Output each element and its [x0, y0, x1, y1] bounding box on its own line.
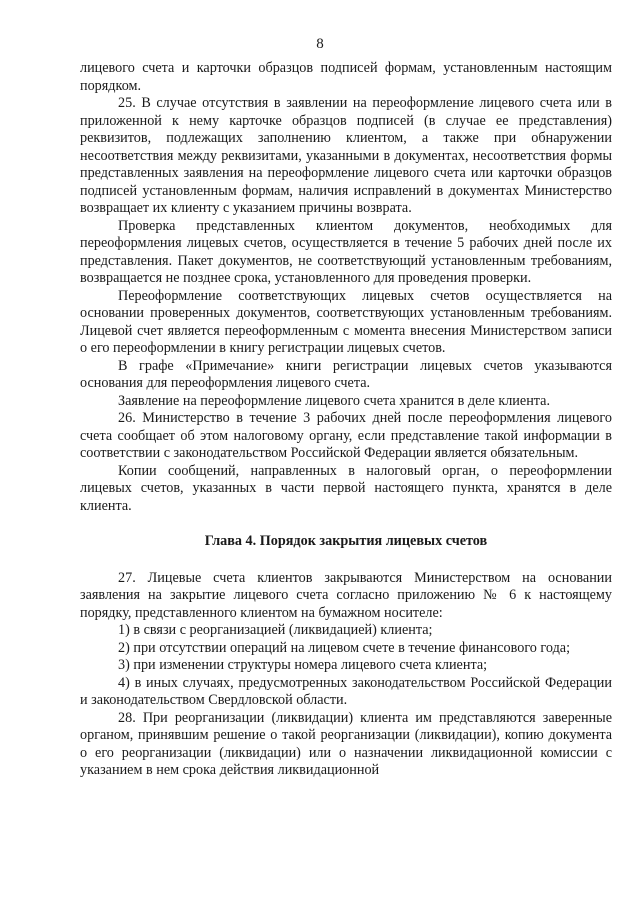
- list-item: 4) в иных случаях, предусмотренных законодательством Российской Федерации и законодательством Свердловской области.: [80, 674, 612, 708]
- paragraph: 28. При реорганизации (ликвидации) клиента им представляются заверенные органом, принявшим решение о такой реорганизации (ликвидации), копию документа о его реорганизации (ликвидации) или о назначении ликвидационной комиссии с указанием в нем срока действия ликвидационной: [80, 709, 612, 778]
- list-item: 1) в связи с реорганизацией (ликвидацией) клиента;: [118, 622, 433, 638]
- paragraph: 26. Министерство в течение 3 рабочих дней после переоформления лицевого счета сообщает об этом налоговому органу, если представление такой информации в соответствии с законодательством Российской Федерации является обязательным.: [80, 410, 612, 461]
- list-item: 3) при изменении структуры номера лицевого счета клиента;: [118, 657, 488, 673]
- list-item: 2) при отсутствии операций на лицевом счете в течение финансового года;: [118, 639, 571, 656]
- paragraph: В графе «Примечание» книги регистрации лицевых счетов указываются основания для переоформления лицевого счета.: [80, 357, 612, 391]
- paragraph: 25. В случае отсутствия в заявлении на переоформление лицевого счета или в приложенной к нему карточке образцов подписей (в случае ее представления) реквизитов, подлежащих заполнению клиентом, а также при обнаружении несоответствия между реквизитами, указанными в документах, несоответствия формы представленных заявления на переоформление лицевого счета или карточки образцов подписей установленным формам, наличия исправлений в документах Министерство возвращает их клиенту с указанием причины возврата.: [80, 95, 612, 216]
- page-number: 8: [316, 36, 324, 52]
- document-body: [80, 60, 612, 780]
- paragraph: Заявление на переоформление лицевого счета хранится в деле клиента.: [118, 392, 551, 409]
- paragraph: 27. Лицевые счета клиентов закрываются Министерством на основании заявления на закрытие лицевого счета согласно приложению № 6 к настоящему порядку, представленного клиентом на бумажном носителе:: [80, 569, 612, 621]
- paragraph: Проверка представленных клиентом документов, необходимых для переоформления лицевых счетов, осуществляется в течение 5 рабочих дней после их представления. Пакет документов, не соответствующий установленным требованиям, возвращается не позднее срока, установленного для проведения проверки.: [80, 217, 612, 286]
- paragraph: Переоформление соответствующих лицевых счетов осуществляется на основании проверенных документов, соответствующих установленным требованиям. Лицевой счет является переоформленным с момента внесения Министерством записи о его переоформлении в книгу регистрации лицевых счетов.: [80, 287, 612, 356]
- paragraph: лицевого счета и карточки образцов подписей формам, установленным настоящим порядком.: [80, 60, 612, 94]
- paragraph: Копии сообщений, направленных в налоговый орган, о переоформлении лицевых счетов, указанных в части первой настоящего пункта, хранятся в деле клиента.: [80, 462, 612, 514]
- chapter-heading: Глава 4. Порядок закрытия лицевых счетов: [204, 533, 488, 549]
